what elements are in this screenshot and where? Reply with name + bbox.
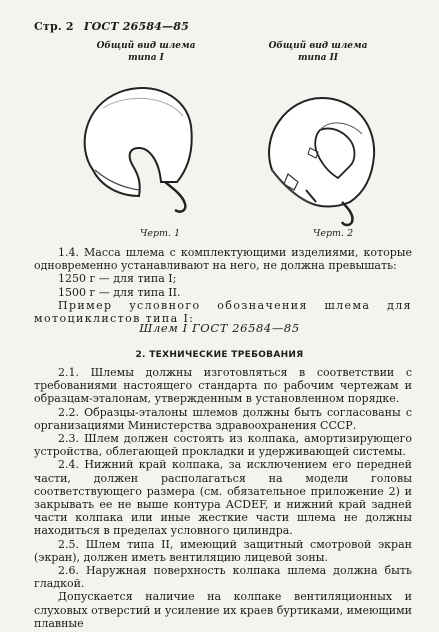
figure-1-title-line1: Общий вид шлема	[96, 41, 196, 51]
paragraph-continuation: Допускается наличие на колпаке вентиляционных и слуховых отверстий и усиление их краев буртиками, имеющими плавные	[34, 590, 412, 630]
figure-2-title-line1: Общий вид шлема	[268, 41, 368, 51]
figure-1-title	[86, 40, 206, 64]
figure-1-title-line2: типа I	[128, 53, 164, 63]
clause-1-4-line1: 1250 г — для типа I;	[58, 272, 177, 286]
paragraph-2-2: 2.2. Образцы-эталоны шлемов должны быть согласованы с организациями Министерства здравоохранения СССР.	[34, 405, 412, 432]
helmet-type-2-drawing	[258, 90, 388, 230]
section-2-body	[34, 366, 412, 630]
paragraph-2-5: 2.5. Шлем типа II, имеющий защитный смотровой экран (экран), должен иметь вентиляцию лицевой зоны.	[34, 537, 412, 564]
paragraph-2-1: 2.1. Шлемы должны изготовляться в соответствии с требованиями настоящего стандарта по рабочим чертежам и образцам-эталонам, утвержденным в установленном порядке.	[34, 366, 412, 406]
paragraph-2-6: 2.6. Наружная поверхность колпака шлема должна быть гладкой.	[34, 564, 412, 591]
paragraph-2-4: 2.4. Нижний край колпака, за исключением его передней части, должен располагаться на модели головы соответствующего размера (см. обязательное приложение 2) и закрывать ее не выше контура ACDEF, и нижний край задней части колпака или иные жесткие части шлема не должны находиться в пределах условного цилиндра.	[34, 458, 412, 538]
page-number: Стр. 2	[34, 20, 74, 33]
paragraph-2-3: 2.3. Шлем должен состоять из колпака, амортизирующего устройства, облегающей прокладки и удерживающей системы.	[34, 432, 412, 459]
clause-1-4	[34, 246, 412, 325]
figure-2-caption: Черт. 2	[313, 228, 354, 239]
page-header	[34, 20, 189, 33]
standard-number: ГОСТ 26584—85	[83, 20, 189, 33]
figure-2-title	[258, 40, 378, 64]
figure-1-caption: Черт. 1	[140, 228, 181, 239]
designation-sample: Шлем I ГОСТ 26584—85	[139, 321, 300, 335]
section-title: 2. ТЕХНИЧЕСКИЕ ТРЕБОВАНИЯ	[135, 350, 304, 360]
figure-2-title-line2: типа II	[298, 53, 338, 63]
clause-1-4-text: 1.4. Масса шлема с комплектующими изделиями, которые одновременно устанавливают на него, не должна превышать:	[34, 246, 412, 273]
helmet-type-1-drawing	[75, 78, 205, 228]
designation-example: Пример условного обозначения шлема для мотоциклистов типа I:	[34, 298, 412, 326]
clause-1-4-line2: 1500 г — для типа II.	[58, 285, 181, 299]
